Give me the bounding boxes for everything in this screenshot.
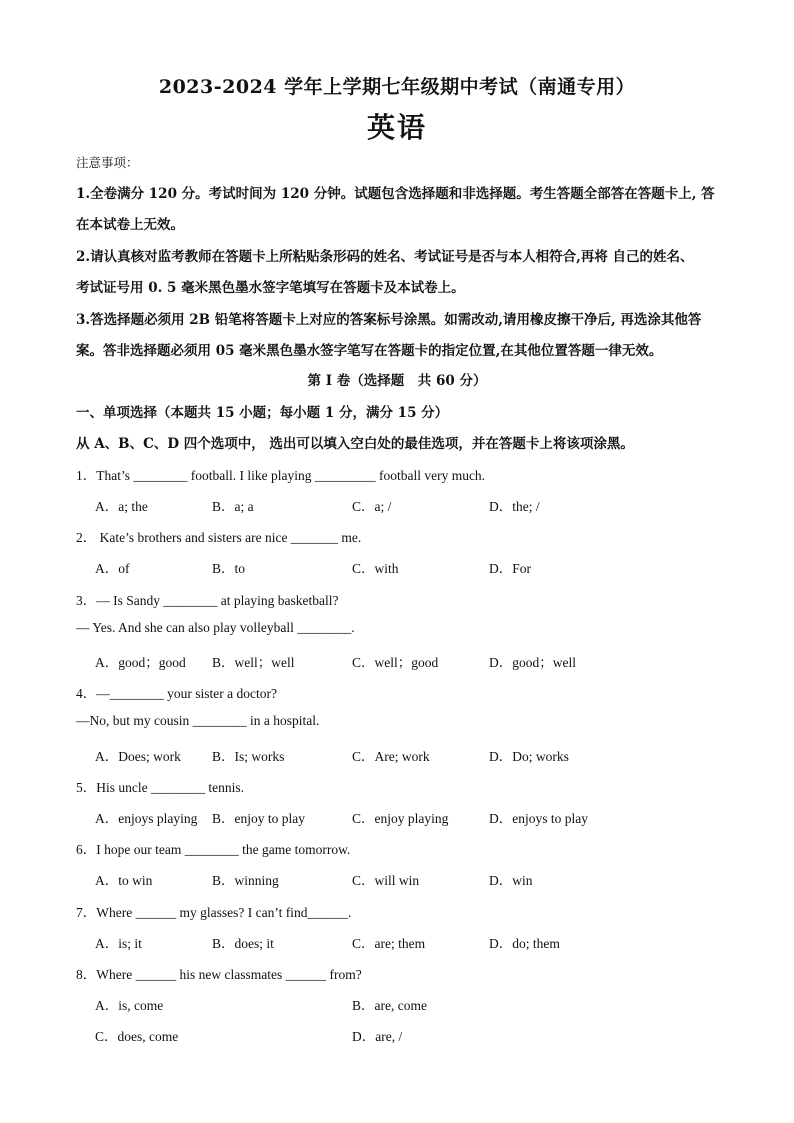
- option-d: D．do; them: [489, 936, 560, 951]
- volume-heading: 第 I 卷（选择题 共 60 分）: [307, 373, 487, 389]
- question-stem: 7．Where ______ my glasses? I can’t find______.: [76, 905, 352, 920]
- option-a: A．to win: [95, 873, 153, 888]
- option-a: A．enjoys playing: [95, 811, 198, 826]
- option-d: D．the; /: [489, 499, 540, 514]
- option-b: B．a; a: [212, 499, 254, 514]
- question-stem: 6．I hope our team ________ the game tomorrow.: [76, 842, 351, 857]
- question-stem: 5．His uncle ________ tennis.: [76, 780, 244, 795]
- option-a: A．is; it: [95, 936, 142, 951]
- part-heading: 一、单项选择（本题共 15 小题；每小题 1 分，满分 15 分）: [76, 405, 449, 421]
- question-stem: — Yes. And she can also play volleyball ________.: [76, 620, 355, 635]
- option-b: B．winning: [212, 873, 279, 888]
- option-c: C．Are; work: [352, 749, 430, 764]
- option-d: D．enjoys to play: [489, 811, 588, 826]
- notes-line: 3.答选择题必须用 2B 铅笔将答题卡上对应的答案标号涂黑。如需改动,请用橡皮擦干净后, 再选涂其他答: [76, 312, 702, 328]
- question-stem: 1．That’s ________ football. I like playing _________ football very much.: [76, 468, 486, 483]
- option-d: D．For: [489, 561, 532, 576]
- option-d: D．Do; works: [489, 749, 569, 764]
- notes-line: 考试证号用 0. 5 毫米黑色墨水签字笔填写在答题卡及本试卷上。: [76, 280, 465, 296]
- option-c: C．does, come: [95, 1029, 179, 1044]
- notes-heading: 注意事项：: [76, 155, 139, 170]
- question-stem: —No, but my cousin ________ in a hospital.: [76, 713, 320, 728]
- option-a: A．of: [95, 561, 130, 576]
- option-b: B．enjoy to play: [212, 811, 305, 826]
- question-stem: 8．Where ______ his new classmates ______ from?: [76, 967, 362, 982]
- part-instruction: 从 A、B、C、D 四个选项中， 选出可以填入空白处的最佳选项，并在答题卡上将该项涂黑。: [76, 436, 634, 452]
- option-c: C．are; them: [352, 936, 426, 951]
- option-b: B．Is; works: [212, 749, 285, 764]
- subject-title: 英语: [366, 111, 427, 144]
- option-a: A．a; the: [95, 499, 148, 514]
- option-c: C．will win: [352, 873, 420, 888]
- option-d: D．are, /: [352, 1029, 403, 1044]
- notes-line: 1.全卷满分 120 分。考试时间为 120 分钟。试题包含选择题和非选择题。考生答题全部答在答题卡上, 答: [76, 186, 715, 202]
- notes-line: 案。答非选择题必须用 05 毫米黑色墨水签字笔写在答题卡的指定位置,在其他位置答题一律无效。: [76, 343, 663, 359]
- option-c: C．enjoy playing: [352, 811, 449, 826]
- notes-line: 2.请认真核对监考教师在答题卡上所粘贴条形码的姓名、考试证号是否与本人相符合,再将 自己的姓名、: [76, 249, 694, 265]
- question-stem: 4．—________ your sister a doctor?: [76, 686, 277, 701]
- option-d: D．good；well: [489, 655, 576, 670]
- option-b: B．does; it: [212, 936, 274, 951]
- option-a: A．good；good: [95, 655, 186, 670]
- option-a: A．Does; work: [95, 749, 181, 764]
- notes-line: 在本试卷上无效。: [76, 217, 184, 233]
- option-c: C．well；good: [352, 655, 439, 670]
- option-b: B．are, come: [352, 998, 427, 1013]
- option-b: B．well；well: [212, 655, 295, 670]
- option-d: D．win: [489, 873, 533, 888]
- exam-title: 2023-2024 学年上学期七年级期中考试（南通专用）: [158, 76, 636, 98]
- option-a: A．is, come: [95, 998, 164, 1013]
- option-c: C．with: [352, 561, 399, 576]
- option-c: C．a; /: [352, 499, 392, 514]
- question-stem: 2． Kate’s brothers and sisters are nice _______ me.: [76, 530, 362, 545]
- option-b: B．to: [212, 561, 246, 576]
- question-stem: 3．— Is Sandy ________ at playing basketball?: [76, 593, 339, 608]
